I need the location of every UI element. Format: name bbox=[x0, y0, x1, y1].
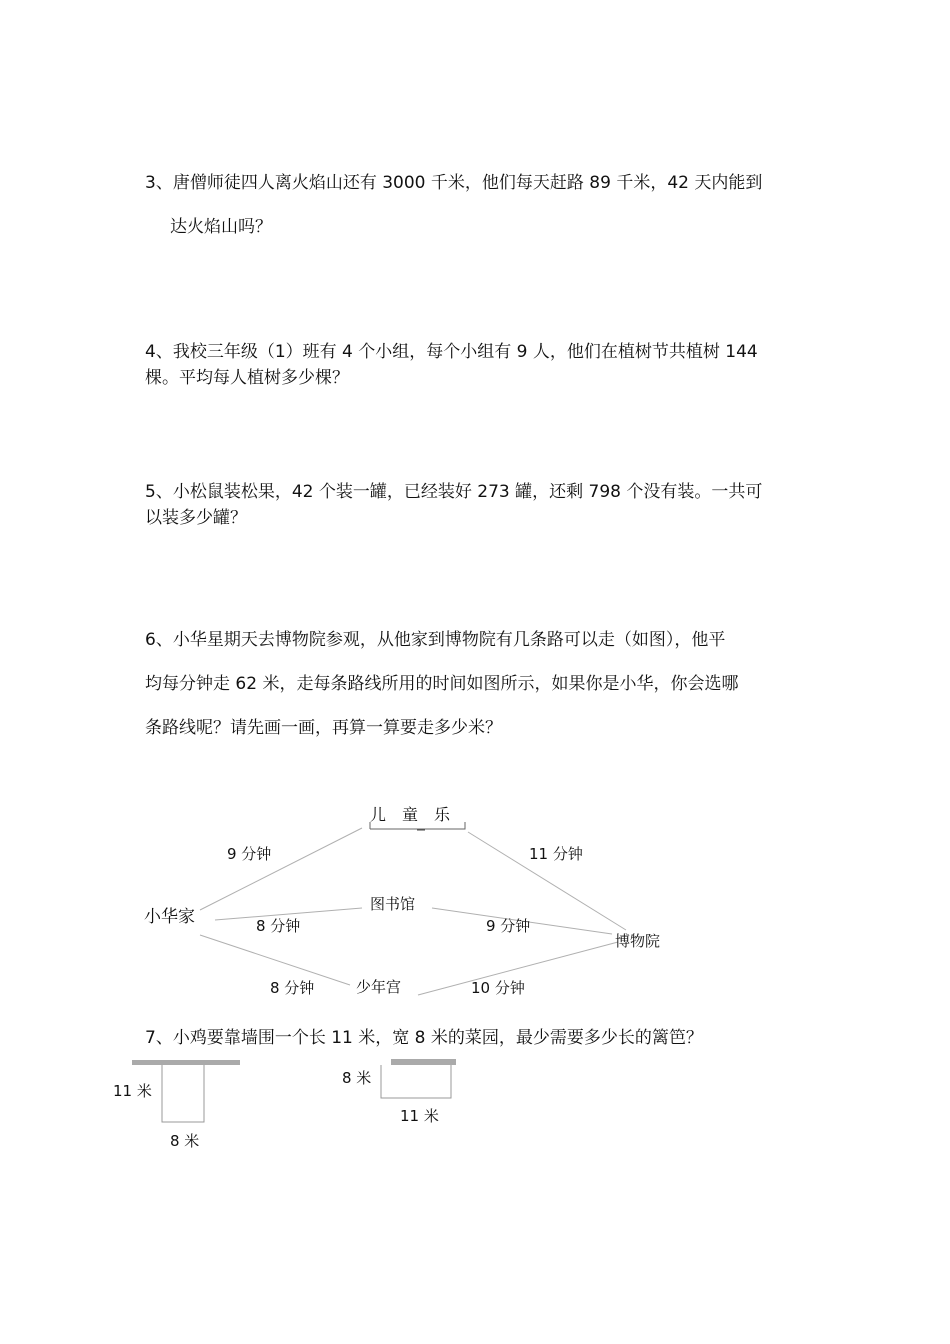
youth-palace-label: 少年宫 bbox=[356, 978, 402, 996]
fig1-side-label: 11 米 bbox=[113, 1082, 152, 1100]
q6-line1: 6、小华星期天去博物院参观，从他家到博物院有几条路可以走（如图），他平 bbox=[145, 630, 726, 650]
fig2-bottom-label: 11 米 bbox=[400, 1107, 439, 1125]
fence-shape-2 bbox=[381, 1065, 451, 1098]
q4-line2: 棵。平均每人植树多少棵？ bbox=[145, 368, 349, 388]
time-home-palace: 8 分钟 bbox=[270, 979, 315, 997]
home-label: 小华家 bbox=[144, 907, 195, 927]
q6-line2: 均每分钟走 62 米，走每条路线所用的时间如图所示，如果你是小华，你会选哪 bbox=[145, 674, 739, 694]
q3-line2: 达火焰山吗？ bbox=[170, 217, 272, 237]
q4-line1: 4、我校三年级（1）班有 4 个小组，每个小组有 9 人，他们在植树节共植树 144 bbox=[145, 342, 758, 362]
q6-line3: 条路线呢？请先画一画，再算一算要走多少米？ bbox=[145, 718, 502, 738]
wall-bar-1 bbox=[132, 1060, 240, 1065]
q5-line2: 以装多少罐？ bbox=[145, 508, 247, 528]
wall-bar-2 bbox=[391, 1059, 456, 1065]
library-label: 图书馆 bbox=[370, 895, 416, 913]
fig1-bottom-label: 8 米 bbox=[170, 1132, 200, 1150]
time-home-park: 9 分钟 bbox=[227, 845, 272, 863]
fence-shape-1 bbox=[162, 1065, 204, 1122]
fig2-side-label: 8 米 bbox=[342, 1069, 372, 1087]
q7-text: 7、小鸡要靠墙围一个长 11 米，宽 8 米的菜园，最少需要多少长的篱笆？ bbox=[145, 1028, 703, 1048]
time-library-museum: 9 分钟 bbox=[486, 917, 531, 935]
q3-line1: 3、唐僧师徒四人离火焰山还有 3000 千米，他们每天赶路 89 千米，42 天内能到 bbox=[145, 173, 763, 193]
museum-label: 博物院 bbox=[615, 932, 661, 950]
q5-line1: 5、小松鼠装松果，42 个装一罐，已经装好 273 罐，还剩 798 个没有装。一共可 bbox=[145, 482, 763, 502]
time-home-library: 8 分钟 bbox=[256, 917, 301, 935]
park-label: 儿 童 乐 bbox=[370, 805, 451, 824]
time-park-museum: 11 分钟 bbox=[529, 845, 583, 863]
route-home-park bbox=[200, 828, 362, 910]
time-palace-museum: 10 分钟 bbox=[471, 979, 525, 997]
